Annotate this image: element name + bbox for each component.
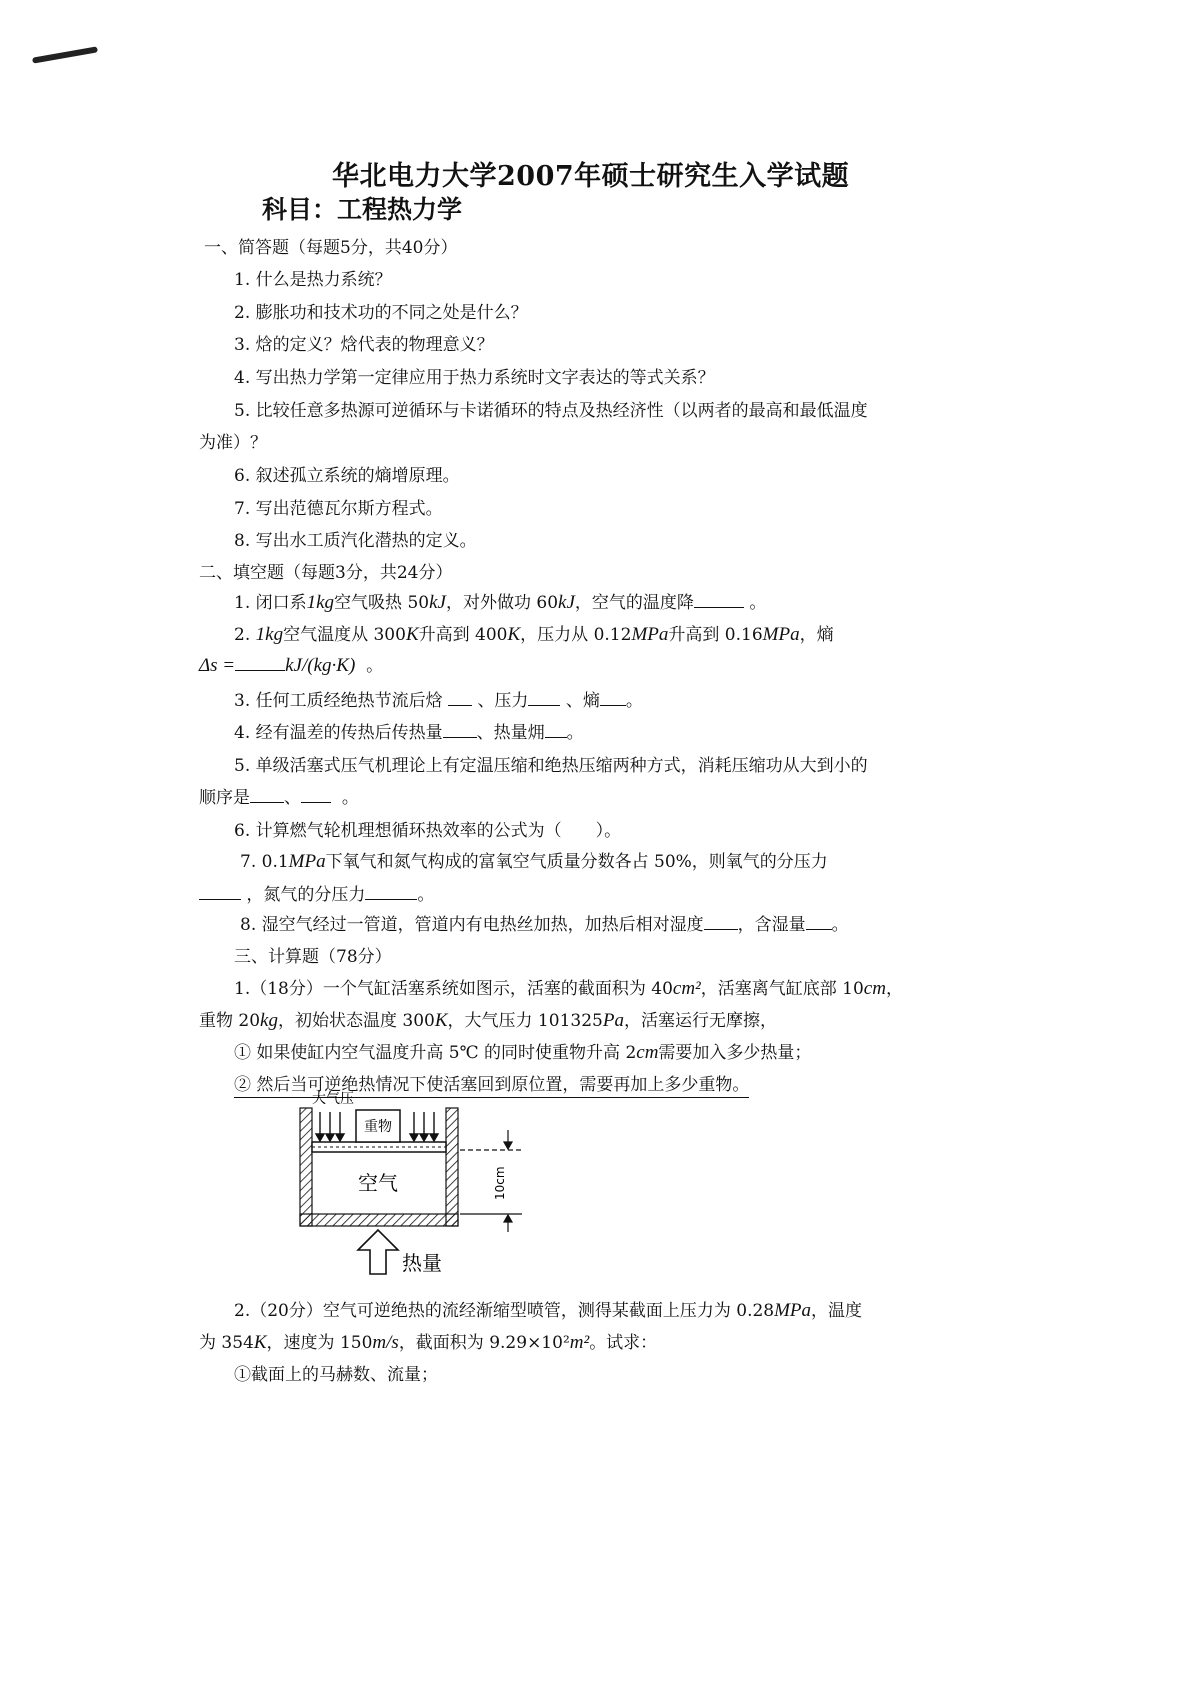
fill-blank xyxy=(528,691,560,706)
s2-q6: 6. 计算燃气轮机理想循环热效率的公式为（ ）。 xyxy=(234,821,622,841)
s2-q1 xyxy=(234,588,766,614)
fill-blank xyxy=(443,723,477,738)
s2-q3-text-c: 、熵 xyxy=(565,691,600,711)
s2-q4 xyxy=(234,718,584,743)
s1-item-6: 6. 叙述孤立系统的熵增原理。 xyxy=(234,466,460,486)
s2-q5b-text-a: 顺序是 xyxy=(199,788,250,808)
s2-q7a-math: MPa xyxy=(288,851,326,872)
section3-heading: 三、计算题（78分） xyxy=(234,947,392,967)
subject-line: 科目：工程热力学 xyxy=(262,195,463,224)
dimension-label: 10cm xyxy=(493,1166,507,1200)
s2-q7b-text-a: ，氮气的分压力 xyxy=(246,885,366,905)
s3-p1b-math-1: kg xyxy=(260,1010,278,1031)
fill-blank xyxy=(301,788,331,803)
s3-p1b-text-d: ，活塞运行无摩擦， xyxy=(623,1011,777,1031)
s2-q1-text-d: ，空气的温度降 xyxy=(574,593,694,613)
s3-p1a-text-b: ，活塞离气缸底部 10 xyxy=(700,979,864,999)
section2-heading: 二、填空题（每题3分，共24分） xyxy=(199,563,453,583)
s2-q7-cont xyxy=(199,880,434,905)
s3-p1c-math: cm xyxy=(636,1042,659,1063)
section1-heading: 一、简答题（每题5分，共40分） xyxy=(204,238,458,258)
s1-item-5: 5. 比较任意多热源可逆循环与卡诺循环的特点及热经济性（以两者的最高和最低温度 xyxy=(234,401,868,421)
fill-blank xyxy=(704,915,738,930)
s3-p2b-math-1: K xyxy=(253,1332,267,1353)
fill-blank xyxy=(199,885,241,900)
s2-q2-text-d: ，压力从 0.12 xyxy=(520,625,632,645)
s2-q5: 5. 单级活塞式压气机理论上有定温压缩和绝热压缩两种方式，消耗压缩功从大到小的 xyxy=(234,756,868,776)
s2-q2-math-5: MPa xyxy=(762,624,800,645)
cylinder-left-wall xyxy=(300,1108,312,1226)
fill-blank xyxy=(448,691,472,706)
s2-q8-text-c: 。 xyxy=(831,915,849,935)
air-label: 空气 xyxy=(358,1171,398,1195)
fill-blank xyxy=(600,691,626,706)
s2-q2 xyxy=(234,620,834,646)
s2-q3-text-a: 3. 任何工质经绝热节流后焓 xyxy=(234,691,443,711)
s2-q3 xyxy=(234,686,643,711)
s3-p1-line1 xyxy=(234,974,903,1000)
s2-q2-text-e: 升高到 0.16 xyxy=(668,625,763,645)
s2-q1-text-c: ，对外做功 60 xyxy=(445,593,559,613)
s1-item-8: 8. 写出水工质汽化潜热的定义。 xyxy=(234,531,477,551)
s3-p2b-text-c: ，截面积为 9.29×10² xyxy=(398,1333,570,1353)
fill-blank xyxy=(545,723,567,738)
s2-q1-text-e: 。 xyxy=(749,593,767,613)
fill-blank xyxy=(806,915,832,930)
s1-item-2: 2. 膨胀功和技术功的不同之处是什么？ xyxy=(234,303,528,323)
s1-item-3: 3. 焓的定义？焓代表的物理意义？ xyxy=(234,335,494,355)
s2-q4-text-b: 、热量㶲 xyxy=(476,723,545,743)
s3-p1a-math-1: cm² xyxy=(672,978,701,999)
s3-p2a-text-a: 2.（20分）空气可逆绝热的流经渐缩型喷管，测得某截面上压力为 0.28 xyxy=(234,1301,775,1321)
cylinder-bottom xyxy=(300,1214,458,1226)
s2-q4-text-c: 。 xyxy=(566,723,584,743)
s3-p1c-text-a: ① 如果使缸内空气温度升高 5℃ 的同时使重物升高 2 xyxy=(234,1043,637,1063)
s3-p1b-text-b: ，初始状态温度 300 xyxy=(277,1011,435,1031)
fill-blank xyxy=(365,885,417,900)
s2-q2-cont xyxy=(199,651,383,677)
s3-p2-sub1: ①截面上的马赫数、流量； xyxy=(234,1365,438,1385)
fill-blank xyxy=(235,656,285,671)
s2-q7a-text-a: 7. 0.1 xyxy=(240,852,289,872)
s3-p2-line1 xyxy=(234,1296,862,1322)
s3-p1-sub2: ② 然后当可逆绝热情况下使活塞回到原位置，需要再加上多少重物。 xyxy=(234,1070,749,1098)
cylinder-right-wall xyxy=(446,1108,458,1226)
s2-q8-text-b: ，含湿量 xyxy=(737,915,806,935)
s2-q5b-text-b: 、 xyxy=(284,788,301,808)
s1-item-7: 7. 写出范德瓦尔斯方程式。 xyxy=(234,499,443,519)
s3-p1a-text-c: ， xyxy=(885,979,903,999)
s3-p1c-text-b: 需要加入多少热量； xyxy=(658,1043,812,1063)
s2-q3-text-b: 、压力 xyxy=(477,691,529,711)
s3-p1b-math-2: K xyxy=(434,1010,448,1031)
s2-q4-text-a: 4. 经有温差的传热后传热量 xyxy=(234,723,443,743)
s2-q7 xyxy=(240,847,828,873)
fill-blank xyxy=(250,788,284,803)
s3-p2b-math-3: m² xyxy=(569,1332,590,1353)
s3-p1-sub1 xyxy=(234,1038,811,1064)
s3-p2b-math-2: m/s xyxy=(372,1332,399,1353)
s2-q5b-text-c: 。 xyxy=(341,788,359,808)
weight-label: 重物 xyxy=(364,1119,392,1135)
scan-mark xyxy=(32,46,98,63)
s2-q8-text-a: 8. 湿空气经过一管道，管道内有电热丝加热，加热后相对湿度 xyxy=(240,915,704,935)
s2-q1-math-2: kJ xyxy=(429,592,446,613)
s3-p1a-math-2: cm xyxy=(863,978,886,999)
s1-item-4: 4. 写出热力学第一定律应用于热力系统时文字表达的等式关系？ xyxy=(234,368,715,388)
page-title: 华北电力大学2007年硕士研究生入学试题 xyxy=(332,161,850,192)
s3-p2b-text-a: 为 354 xyxy=(199,1333,254,1353)
heat-label: 热量 xyxy=(402,1251,442,1275)
s2-q2b-math-2: kJ/(kg·K) xyxy=(285,655,356,676)
s3-p1-line2 xyxy=(199,1006,777,1032)
s3-p2a-math-1: MPa xyxy=(774,1300,812,1321)
s1-item-5-cont: 为准）？ xyxy=(199,433,267,453)
s3-p1b-text-c: ，大气压力 101325 xyxy=(447,1011,603,1031)
fill-blank xyxy=(694,593,744,608)
s2-q7b-text-b: 。 xyxy=(417,885,435,905)
cylinder-piston-figure xyxy=(290,1090,540,1280)
s3-p1b-text-a: 重物 20 xyxy=(199,1011,261,1031)
s2-q2-text-a: 2. xyxy=(234,625,251,645)
s1-item-1: 1. 什么是热力系统？ xyxy=(234,270,392,290)
s2-q1-text-b: 空气吸热 50 xyxy=(334,593,430,613)
s2-q2-text-b: 空气温度从 300 xyxy=(283,625,406,645)
s2-q1-math-1: 1kg xyxy=(306,592,335,613)
s2-q2-math-1: 1kg xyxy=(255,624,284,645)
s2-q8 xyxy=(240,910,849,935)
s2-q1-math-3: kJ xyxy=(558,592,575,613)
s3-p2b-text-b: ，速度为 150 xyxy=(266,1333,373,1353)
s3-p2a-text-b: ，温度 xyxy=(811,1301,863,1321)
atm-pressure-label: 大气压 xyxy=(312,1091,354,1107)
s2-q2-math-2: K xyxy=(405,624,419,645)
s2-q2-text-c: 升高到 400 xyxy=(418,625,508,645)
s2-q5-cont xyxy=(199,783,359,808)
s2-q2-math-3: K xyxy=(507,624,521,645)
dimension-marker xyxy=(460,1130,522,1232)
s2-q2-text-f: ，熵 xyxy=(799,625,834,645)
s3-p1a-text-a: 1.（18分）一个气缸活塞系统如图示，活塞的截面积为 40 xyxy=(234,979,673,999)
s3-p1b-math-3: Pa xyxy=(602,1010,624,1031)
s2-q7a-text-b: 下氧气和氮气构成的富氧空气质量分数各占 50%，则氧气的分压力 xyxy=(325,852,828,872)
s2-q1-text-a: 1. 闭口系 xyxy=(234,593,307,613)
s3-p2b-text-d: 。试求： xyxy=(589,1333,658,1353)
heat-arrow-icon xyxy=(358,1230,398,1274)
s2-q2b-text-e: 。 xyxy=(366,656,384,676)
s2-q2b-math-1: Δs = xyxy=(199,655,236,676)
s3-p2-line2 xyxy=(199,1328,657,1354)
s2-q3-text-d: 。 xyxy=(625,691,643,711)
s2-q2-math-4: MPa xyxy=(631,624,669,645)
